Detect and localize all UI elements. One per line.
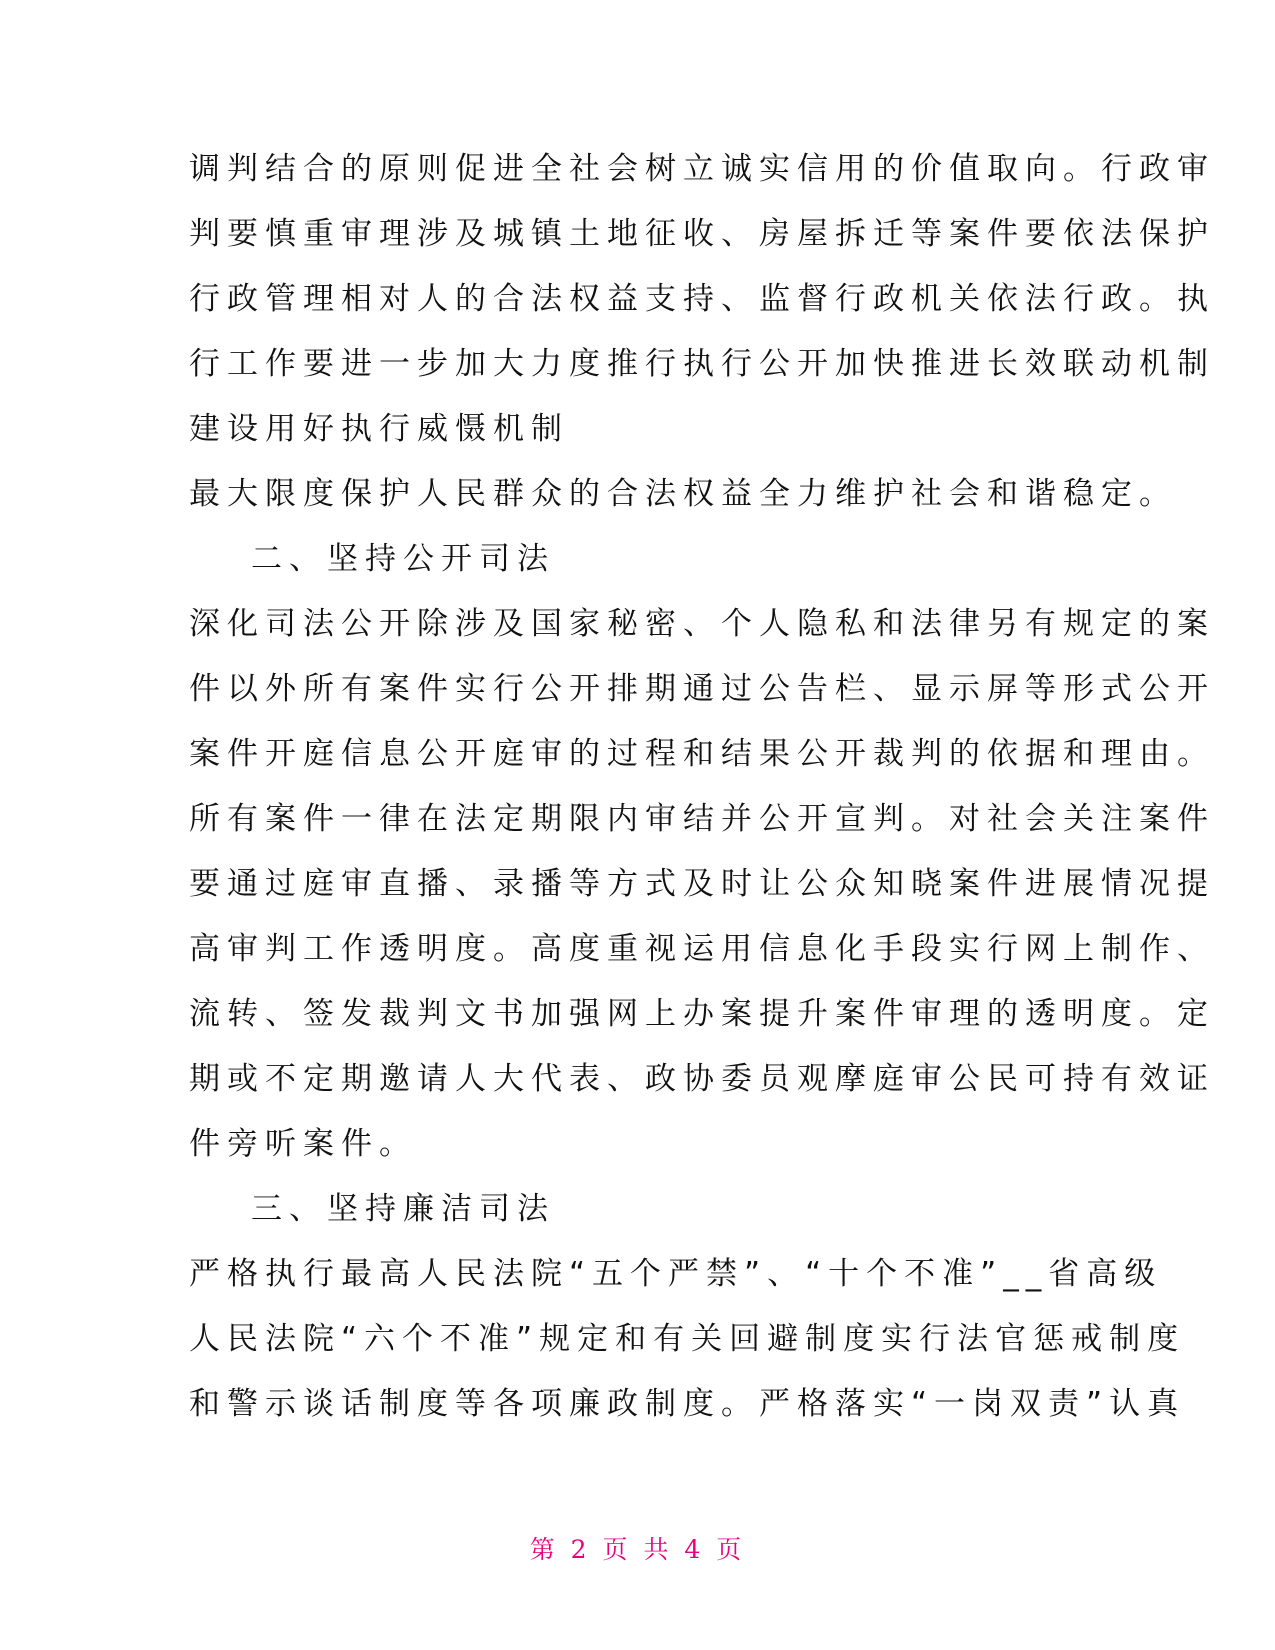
text-line: 和警示谈话制度等各项廉政制度。严格落实“一岗双责”认真 <box>189 1386 1186 1422</box>
text-line: 流转、签发裁判文书加强网上办案提升案件审理的透明度。定 <box>189 996 1215 1032</box>
footer-prefix: 第 <box>529 1535 559 1564</box>
text-line: 高审判工作透明度。高度重视运用信息化手段实行网上制作、 <box>189 931 1215 967</box>
text-line: 人民法院“六个不准”规定和有关回避制度实行法官惩戒制度 <box>189 1321 1186 1357</box>
footer-middle: 页 共 <box>602 1535 673 1564</box>
section-heading: 二、坚持公开司法 <box>251 541 555 577</box>
text-line: 深化司法公开除涉及国家秘密、个人隐私和法律另有规定的案 <box>189 606 1215 642</box>
page-footer <box>0 1530 1275 1566</box>
text-line: 判要慎重审理涉及城镇土地征收、房屋拆迁等案件要依法保护 <box>189 216 1215 252</box>
text-line: 要通过庭审直播、录播等方式及时让公众知晓案件进展情况提 <box>189 866 1215 902</box>
text-line: 严格执行最高人民法院“五个严禁”、“十个不准”__省高级 <box>189 1256 1163 1292</box>
text-line: 建设用好执行威慑机制 <box>189 411 569 447</box>
text-line: 所有案件一律在法定期限内审结并公开宣判。对社会关注案件 <box>189 801 1215 837</box>
text-line: 调判结合的原则促进全社会树立诚实信用的价值取向。行政审 <box>189 151 1215 187</box>
current-page-number: 2 <box>570 1535 591 1564</box>
text-line: 期或不定期邀请人大代表、政协委员观摩庭审公民可持有效证 <box>189 1061 1215 1097</box>
text-line: 件旁听案件。 <box>189 1126 417 1162</box>
section-heading: 三、坚持廉洁司法 <box>251 1191 555 1227</box>
text-line: 件以外所有案件实行公开排期通过公告栏、显示屏等形式公开 <box>189 671 1215 707</box>
text-line: 最大限度保护人民群众的合法权益全力维护社会和谐稳定。 <box>189 476 1177 512</box>
total-page-count: 4 <box>684 1535 705 1564</box>
body-text <box>189 137 1215 1437</box>
text-line: 行工作要进一步加大力度推行执行公开加快推进长效联动机制 <box>189 346 1215 382</box>
text-line: 案件开庭信息公开庭审的过程和结果公开裁判的依据和理由。 <box>189 736 1215 772</box>
text-line: 行政管理相对人的合法权益支持、监督行政机关依法行政。执 <box>189 281 1215 317</box>
footer-suffix: 页 <box>716 1535 746 1564</box>
